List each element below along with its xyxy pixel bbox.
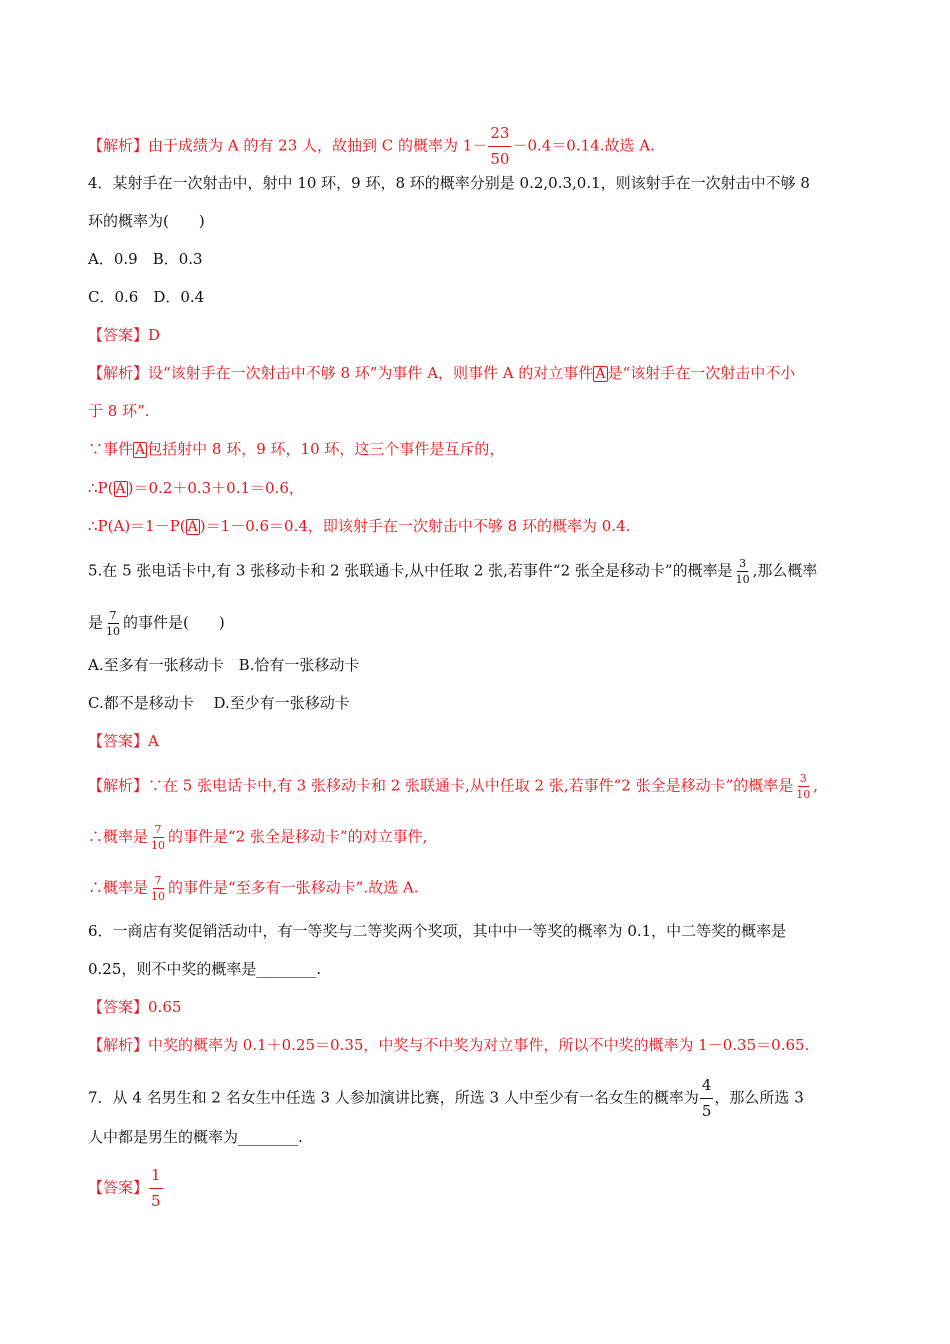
q7-stem-line1: 7．从 4 名男生和 2 名女生中任选 3 人参加演讲比赛，所选 3 人中至少有一名女生的概率为 $\frac{4}{5}$ ，那么所选 3 — [88, 1076, 804, 1120]
q4-explanation-line3: ∵事件 A 包括射中 8 环，9 环，10 环，这三个事件是互斥的， — [88, 440, 505, 458]
q5-options-ab: A.至多有一张移动卡 B.恰有一张移动卡 — [88, 656, 360, 674]
fraction: $\frac{3}{10}$ — [796, 772, 811, 801]
complement-event-symbol: A — [595, 366, 606, 382]
explanation-tag: 【解析】 — [88, 776, 149, 795]
answer-tag: 【答案】 — [88, 998, 149, 1016]
fraction: $\frac{7}{10}$ — [151, 874, 166, 903]
fraction: $\frac{7}{10}$ — [151, 823, 166, 852]
answer-tag: 【答案】 — [88, 732, 149, 750]
q6-stem-line1: 6．一商店有奖促销活动中，有一等奖与二等奖两个奖项，其中中一等奖的概率为 0.1，中二等奖的概率是 — [88, 922, 787, 940]
explanation-tag: 【解析】 — [88, 1036, 149, 1054]
explanation-tag: 【解析】 — [88, 136, 149, 155]
complement-event-symbol: A — [115, 481, 126, 497]
q4-explanation-line4: ∴P( A )＝0.2＋0.3＋0.1＝0.6， — [88, 479, 304, 497]
q4-stem-line2: 环的概率为( ) — [88, 212, 205, 230]
q4-explanation-line5: ∴P(A)＝1－P( A )＝1－0.6＝0.4，即该射手在一次射击中不够 8 环的概率为 0.4. — [88, 517, 631, 535]
fraction: $\frac{7}{10}$ — [106, 609, 121, 638]
q5-explanation-line2: ∴概率是 $\frac{7}{10}$ 的事件是“2 张全是移动卡”的对立事件, — [88, 823, 428, 852]
q5-stem-line2: 是 $\frac{7}{10}$ 的事件是( ) — [88, 609, 225, 638]
q5-answer: 【答案】A — [88, 732, 159, 750]
q6-explanation: 【解析】中奖的概率为 0.1＋0.25＝0.35，中奖与不中奖为对立事件，所以不中奖的概率为 1－0.35＝0.65. — [88, 1036, 810, 1054]
q4-explanation-line1: 【解析】设“该射手在一次射击中不够 8 环”为事件 A，则事件 A 的对立事件 A 是“该射手在一次射击中不小 — [88, 364, 796, 382]
answer-tag: 【答案】 — [88, 1178, 149, 1197]
fraction: $\frac{3}{10}$ — [735, 557, 750, 586]
q4-options-cd: C．0.6 D．0.4 — [88, 288, 205, 306]
q4-answer: 【答案】D — [88, 326, 161, 344]
complement-event-symbol: A — [187, 519, 198, 535]
q7-answer — [88, 1168, 878, 1209]
q5-options-cd: C.都不是移动卡 D.至少有一张移动卡 — [88, 694, 350, 712]
q5-explanation-line1: 【解析】∵在 5 张电话卡中,有 3 张移动卡和 2 张联通卡,从中任取 2 张,若事件“2 张全是移动卡”的概率是 $\frac{3}{10}$ , — [88, 772, 819, 801]
q4-options-ab: A．0.9 B．0.3 — [88, 250, 203, 268]
fraction: $\frac{4}{5}$ — [701, 1076, 712, 1120]
q7-stem-line2: 人中都是男生的概率为________. — [88, 1128, 303, 1146]
q3-explanation: 【解析】由于成绩为 A 的有 23 人，故抽到 C 的概率为 1－ $\frac{23}{50}$ －0.4＝0.14.故选 A. — [88, 124, 655, 168]
answer-fraction: $\frac{1}{5}$ — [151, 1166, 161, 1210]
fraction: $\frac{23}{50}$ — [490, 124, 510, 168]
q6-stem-line2: 0.25，则不中奖的概率是________. — [88, 960, 322, 978]
complement-event-symbol: A — [135, 442, 146, 458]
q5-stem-line1: 5.在 5 张电话卡中,有 3 张移动卡和 2 张联通卡,从中任取 2 张,若事件“2 张全是移动卡”的概率是 $\frac{3}{10}$ ,那么概率 — [88, 557, 818, 586]
q4-explanation-line2: 于 8 环”. — [88, 402, 150, 420]
answer-tag: 【答案】 — [88, 326, 149, 344]
q4-stem-line1: 4．某射手在一次射击中，射中 10 环，9 环，8 环的概率分别是 0.2,0.3,0.1，则该射手在一次射击中不够 8 — [88, 174, 810, 192]
explanation-tag: 【解析】 — [88, 364, 149, 382]
q6-answer: 【答案】0.65 — [88, 998, 182, 1016]
q5-explanation-line3: ∴概率是 $\frac{7}{10}$ 的事件是“至多有一张移动卡”.故选 A. — [88, 874, 419, 903]
